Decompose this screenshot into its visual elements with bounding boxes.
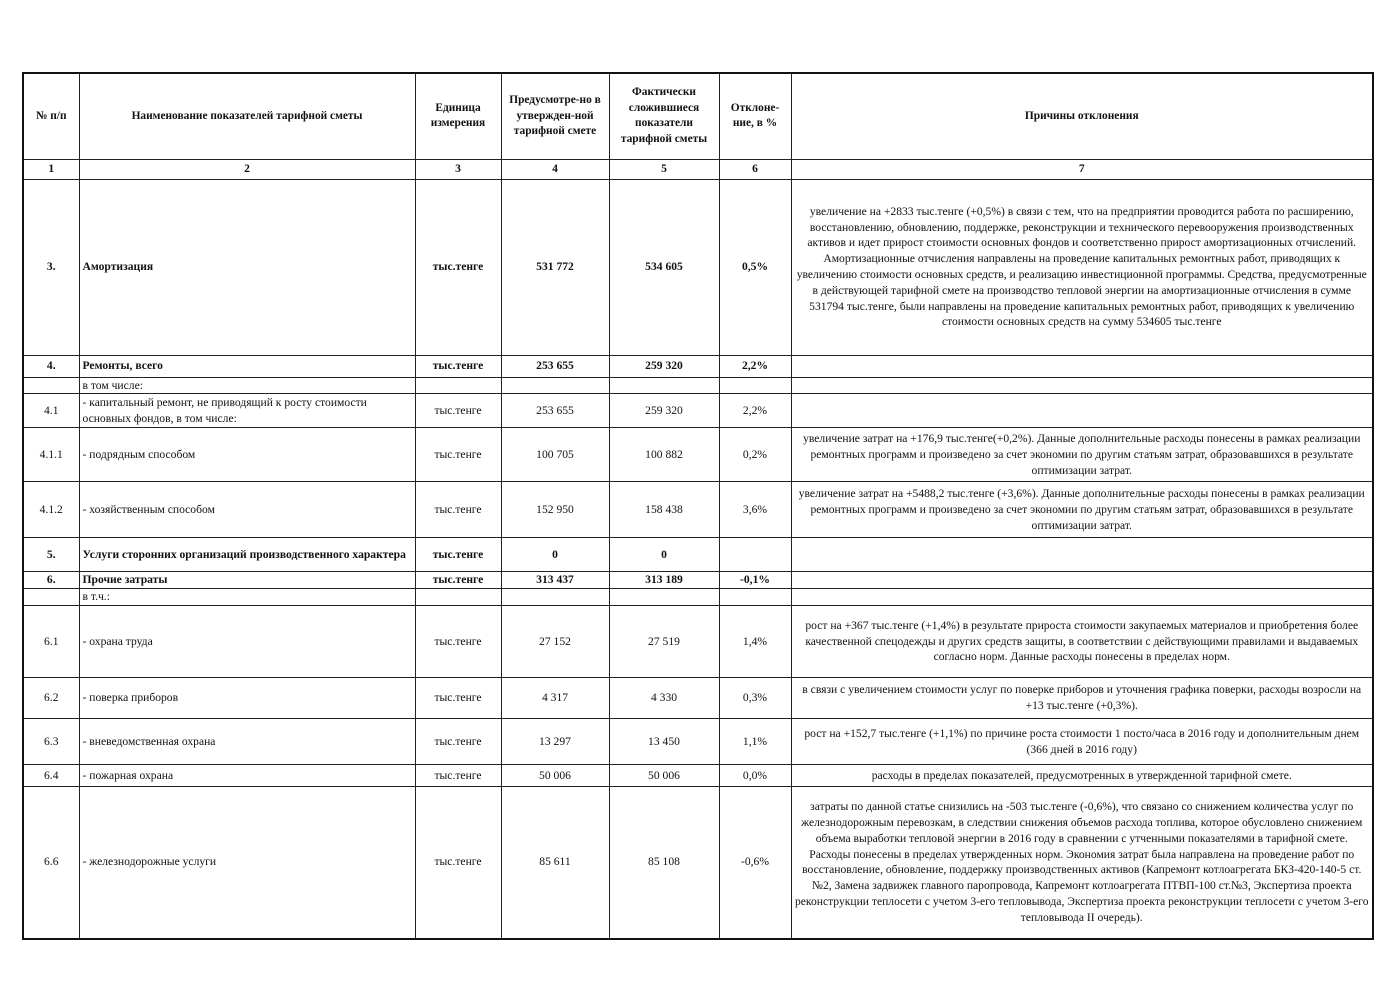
row-reason: затраты по данной статье снизились на -503 тыс.тенге (-0,6%), что связано со снижением количества услуг по железнодорожным перевозкам, в следствии снижения объемов расхода топлива, которое обусловлено снижением объема выработки тепловой энергии в 2016 году в сравнении с утченными показателями в тарифной смете. Расходы понесены в пределах утвержденных норм. Экономия затрат была направлена на проведение работ по восстановление, обновление, поддержку производственных активов (Капремонт котлоагрегата БКЗ-420-140-5 ст.№2, Замена задвижек главного паропровода, Капремонт котлоагрегата ПТВП-100 ст.№3, Экспертиза проекта реконструкции теплосети с учетом 3-его тепловывода, Экспертиза проекта реконструкции теплосети с учетом 3-его тепловывода II очередь). [791, 787, 1373, 939]
column-number: 3 [415, 159, 501, 179]
row-name: - охрана труда [79, 606, 415, 678]
column-number: 1 [23, 159, 79, 179]
table-row [23, 538, 1373, 572]
row-unit: тыс.тенге [415, 787, 501, 939]
row-deviation: 0,3% [719, 678, 791, 719]
row-planned: 27 152 [501, 606, 609, 678]
row-name: Амортизация [79, 179, 415, 355]
row-planned: 100 705 [501, 428, 609, 482]
row-reason [791, 538, 1373, 572]
row-reason [791, 394, 1373, 428]
table-row [23, 572, 1373, 589]
row-name: в т.ч.: [79, 589, 415, 606]
table-row [23, 355, 1373, 377]
header-planned: Предусмотре-но в утвержден-ной тарифной смете [501, 73, 609, 159]
row-planned: 531 772 [501, 179, 609, 355]
row-num: 4.1.1 [23, 428, 79, 482]
column-number-row [23, 159, 1373, 179]
column-number: 5 [609, 159, 719, 179]
row-num: 3. [23, 179, 79, 355]
row-reason: увеличение затрат на +5488,2 тыс.тенге (+3,6%). Данные дополнительные расходы понесены в рамках реализации ремонтных программ и произведено за счет экономии по другим статьям затрат, образовавшихся в результате оптимизации затрат. [791, 482, 1373, 538]
row-actual: 4 330 [609, 678, 719, 719]
row-unit: тыс.тенге [415, 355, 501, 377]
row-num: 6.6 [23, 787, 79, 939]
row-reason [791, 355, 1373, 377]
row-actual: 259 320 [609, 394, 719, 428]
row-reason: увеличение затрат на +176,9 тыс.тенге(+0,2%). Данные дополнительные расходы понесены в рамках реализации ремонтных программ и произведено за счет экономии по другим статьям затрат, образовавшихся в результате оптимизации затрат. [791, 428, 1373, 482]
table-row [23, 428, 1373, 482]
row-num [23, 377, 79, 394]
row-name: - подрядным способом [79, 428, 415, 482]
row-deviation: 2,2% [719, 355, 791, 377]
row-unit [415, 377, 501, 394]
row-reason [791, 572, 1373, 589]
table-row [23, 589, 1373, 606]
table-row [23, 787, 1373, 939]
row-num: 6.1 [23, 606, 79, 678]
row-actual [609, 377, 719, 394]
row-name: - хозяйственным способом [79, 482, 415, 538]
row-name: в том числе: [79, 377, 415, 394]
row-planned [501, 377, 609, 394]
row-reason: расходы в пределах показателей, предусмотренных в утвержденной тарифной смете. [791, 765, 1373, 787]
row-deviation: 0,0% [719, 765, 791, 787]
row-deviation: -0,6% [719, 787, 791, 939]
row-name: Услуги сторонних организаций производственного характера [79, 538, 415, 572]
tariff-estimate-sheet [22, 72, 1372, 940]
row-num: 6. [23, 572, 79, 589]
row-actual: 27 519 [609, 606, 719, 678]
table-row [23, 719, 1373, 765]
row-deviation: -0,1% [719, 572, 791, 589]
row-unit: тыс.тенге [415, 765, 501, 787]
row-actual: 100 882 [609, 428, 719, 482]
row-deviation: 3,6% [719, 482, 791, 538]
header-actual: Фактически сложившиеся показатели тарифной сметы [609, 73, 719, 159]
row-actual: 158 438 [609, 482, 719, 538]
row-planned: 13 297 [501, 719, 609, 765]
row-num: 6.2 [23, 678, 79, 719]
column-number: 2 [79, 159, 415, 179]
row-planned: 313 437 [501, 572, 609, 589]
row-reason [791, 589, 1373, 606]
row-num: 6.3 [23, 719, 79, 765]
row-actual: 259 320 [609, 355, 719, 377]
header-reason: Причины отклонения [791, 73, 1373, 159]
row-planned: 85 611 [501, 787, 609, 939]
table-row [23, 678, 1373, 719]
row-reason [791, 377, 1373, 394]
header-row [23, 73, 1373, 159]
row-name: Ремонты, всего [79, 355, 415, 377]
row-actual: 0 [609, 538, 719, 572]
row-planned: 50 006 [501, 765, 609, 787]
row-name: - капитальный ремонт, не приводящий к росту стоимости основных фондов, в том числе: [79, 394, 415, 428]
row-name: - поверка приборов [79, 678, 415, 719]
row-deviation: 0,5% [719, 179, 791, 355]
row-name: - вневедомственная охрана [79, 719, 415, 765]
row-num: 4. [23, 355, 79, 377]
row-actual: 534 605 [609, 179, 719, 355]
row-reason: рост на +367 тыс.тенге (+1,4%) в результате прироста стоимости закупаемых материалов и приобретения более качественной спецодежды и других средств защиты, в соответствии с действующими правилами и выдаваемых согласно норм. Данные расходы понесены в пределах норм. [791, 606, 1373, 678]
column-number: 4 [501, 159, 609, 179]
row-unit: тыс.тенге [415, 394, 501, 428]
row-name: - железнодорожные услуги [79, 787, 415, 939]
row-reason: в связи с увеличением стоимости услуг по поверке приборов и уточнения графика поверки, расходы возросли на +13 тыс.тенге (+0,3%). [791, 678, 1373, 719]
row-deviation: 2,2% [719, 394, 791, 428]
row-num: 4.1 [23, 394, 79, 428]
column-number: 6 [719, 159, 791, 179]
row-actual: 85 108 [609, 787, 719, 939]
row-num: 5. [23, 538, 79, 572]
row-unit: тыс.тенге [415, 572, 501, 589]
row-name: Прочие затраты [79, 572, 415, 589]
tariff-estimate-table [22, 72, 1374, 940]
table-row [23, 765, 1373, 787]
row-planned: 253 655 [501, 355, 609, 377]
row-name: - пожарная охрана [79, 765, 415, 787]
row-unit: тыс.тенге [415, 179, 501, 355]
table-row [23, 377, 1373, 394]
row-unit: тыс.тенге [415, 482, 501, 538]
row-deviation [719, 377, 791, 394]
row-deviation: 1,1% [719, 719, 791, 765]
row-planned: 4 317 [501, 678, 609, 719]
header-deviation: Отклоне-ние, в % [719, 73, 791, 159]
row-unit [415, 589, 501, 606]
row-deviation [719, 538, 791, 572]
row-num [23, 589, 79, 606]
table-row [23, 606, 1373, 678]
row-actual: 13 450 [609, 719, 719, 765]
row-planned: 0 [501, 538, 609, 572]
row-num: 6.4 [23, 765, 79, 787]
row-deviation: 1,4% [719, 606, 791, 678]
row-num: 4.1.2 [23, 482, 79, 538]
row-planned [501, 589, 609, 606]
table-row [23, 179, 1373, 355]
header-num: № п/п [23, 73, 79, 159]
row-planned: 253 655 [501, 394, 609, 428]
row-deviation: 0,2% [719, 428, 791, 482]
row-deviation [719, 589, 791, 606]
row-actual: 50 006 [609, 765, 719, 787]
row-planned: 152 950 [501, 482, 609, 538]
row-unit: тыс.тенге [415, 719, 501, 765]
row-reason: увеличение на +2833 тыс.тенге (+0,5%) в связи с тем, что на предприятии проводится работа по расширению, восстановлению, обновлению, поддержке, реконструкции и технического перевооружения производственных активов и идет прирост стоимости основных фондов и соответственно прирост амортизационных отчислений. Амортизационные отчисления направлены на проведение капитальных ремонтных работ, приводящих к увеличению стоимости основных средств, и реализацию инвестиционной программы. Средства, предусмотренные в действующей тарифной смете на производство тепловой энергии на амортизационные отчисления в сумме 531794 тыс.тенге, были направлены на проведение капитальных ремонтных работ, приводящих к увеличению стоимости основных средств на сумму 534605 тыс.тенге [791, 179, 1373, 355]
row-actual: 313 189 [609, 572, 719, 589]
row-unit: тыс.тенге [415, 606, 501, 678]
row-unit: тыс.тенге [415, 538, 501, 572]
row-unit: тыс.тенге [415, 678, 501, 719]
row-reason: рост на +152,7 тыс.тенге (+1,1%) по причине роста стоимости 1 посто/часа в 2016 году и дополнительным днем (366 дней в 2016 году) [791, 719, 1373, 765]
header-unit: Единица измерения [415, 73, 501, 159]
table-row [23, 394, 1373, 428]
column-number: 7 [791, 159, 1373, 179]
row-actual [609, 589, 719, 606]
row-unit: тыс.тенге [415, 428, 501, 482]
header-name: Наименование показателей тарифной сметы [79, 73, 415, 159]
table-row [23, 482, 1373, 538]
